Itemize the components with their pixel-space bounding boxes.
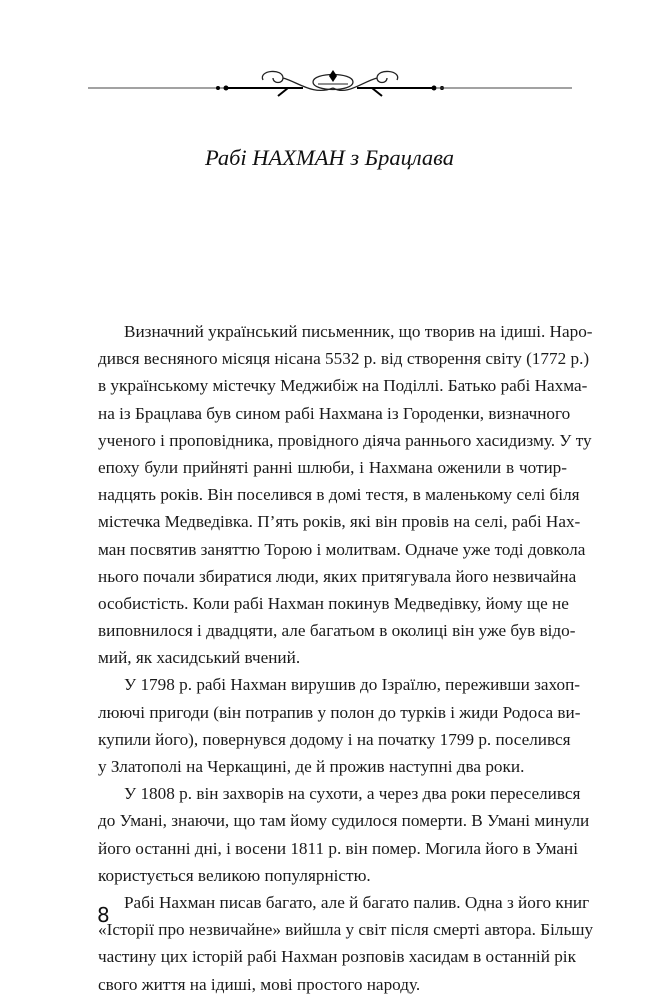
text-line: до Умані, знаючи, що там йому судилося померти. В Умані минули (98, 811, 590, 831)
text-line: Визначний український письменник, що творив на ідиші. Наро- (124, 322, 593, 341)
text-line: ученого і проповідника, провідного діяча раннього хасидизму. У ту (98, 430, 592, 450)
text-line: Рабі Нахман писав багато, але й багато палив. Одна з його книг (124, 892, 590, 912)
text-line: купили його), повернувся додому і на початку 1799 р. поселився (98, 729, 571, 749)
text-line: частину цих історій рабі Нахман розповів хасидам в останній рік (98, 947, 576, 967)
text-line: У 1798 р. рабі Нахман вирушив до Ізраїлю, переживши захоп- (124, 675, 580, 695)
paragraph (98, 318, 593, 671)
paragraph (98, 671, 581, 780)
paragraph (98, 889, 594, 998)
text-line: містечка Медведівка. П’ять років, які він провів на селі, рабі Нах- (98, 512, 581, 532)
page-number: 8 (97, 903, 110, 927)
text-line: епоху були прийняті ранні шлюби, і Нахмана оженили в чотир- (98, 457, 567, 477)
text-line: ман посвятив заняттю Торою і молитвам. Одначе уже тоді довкола (98, 539, 586, 559)
text-line: мий, як хасидський вчений. (98, 648, 301, 668)
text-line: дився весняного місяця нісана 5532 р. від створення світу (1772 р.) (98, 349, 590, 369)
text-line: виповнилося і двадцяти, але багатьом в околиці він уже був відо- (98, 621, 576, 641)
ornament-divider-icon (88, 66, 572, 110)
chapter-title: Рабі НАХМАН з Брацлава (204, 145, 455, 170)
text-line: в українському містечку Меджибіж на Поділлі. Батько рабі Нахма- (98, 376, 588, 396)
text-line: У 1808 р. він захворів на сухоти, а через два роки переселився (124, 784, 581, 804)
text-line: особистість. Коли рабі Нахман покинув Медведівку, йому ще не (98, 593, 569, 613)
text-line: свого життя на ідиші, мові простого народу. (98, 974, 421, 994)
paragraph (98, 780, 590, 889)
text-line: його останні дні, і восени 1811 р. він помер. Могила його в Умані (98, 838, 579, 858)
text-line: «Історії про незвичайне» вийшла у світ після смерті автора. Більшу (98, 920, 594, 940)
body-text (98, 318, 594, 998)
text-line: люючі пригоди (він потрапив у полон до турків і жиди Родоса ви- (98, 702, 581, 722)
text-line: нього почали збиратися люди, яких притягувала його незвичайна (98, 566, 577, 586)
text-line: користується великою популярністю. (98, 865, 371, 885)
text-line: надцять років. Він поселився в домі тестя, в маленькому селі біля (98, 485, 580, 505)
text-line: на із Брацлава був сином рабі Нахмана із Городенки, визначного (98, 403, 571, 423)
text-line: у Златополі на Черкащині, де й прожив наступні два роки. (98, 757, 525, 776)
